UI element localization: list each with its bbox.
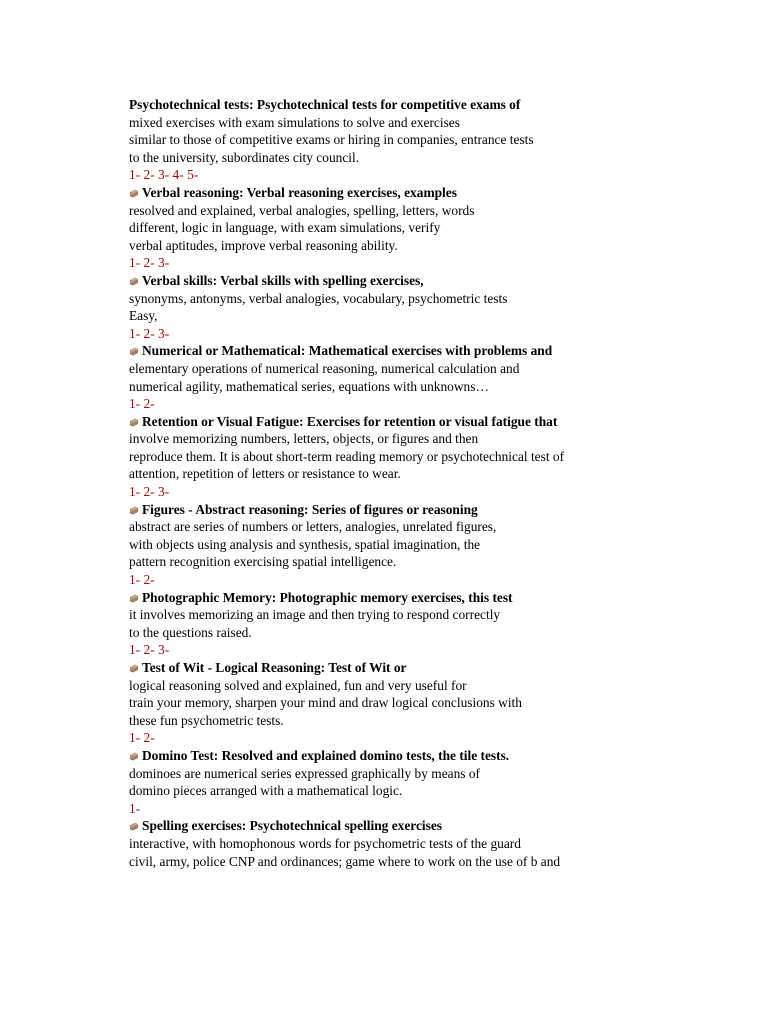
page-link-1[interactable]: 1- [129, 800, 141, 816]
section-title [129, 96, 729, 114]
page-link-3[interactable]: 3- [158, 167, 170, 183]
section-text: these fun psychometric tests. [129, 712, 284, 728]
section-text-line [129, 290, 729, 308]
section-title-text: Retention or Visual Fatigue: Exercises for retention or visual fatigue that [142, 413, 558, 429]
section-title [129, 413, 729, 431]
book-icon [129, 594, 139, 603]
section-title-text: Figures - Abstract reasoning: Series of figures or reasoning [142, 501, 478, 517]
section-text: to the questions raised. [129, 624, 252, 640]
section-title [129, 747, 729, 765]
section-text: to the university, subordinates city council. [129, 149, 360, 165]
section-title-text: Test of Wit - Logical Reasoning: Test of Wit or [142, 660, 407, 675]
section-text: numerical agility, mathematical series, equations with unknowns… [129, 378, 489, 394]
section-text-line [129, 712, 729, 730]
page-link-4[interactable]: 4- [172, 167, 184, 183]
section-9 [129, 817, 729, 870]
section-8 [129, 747, 729, 817]
section-text-line [129, 782, 729, 800]
section-text: train your memory, sharpen your mind and draw logical conclusions with [129, 695, 522, 711]
page-link-3[interactable]: 3- [158, 642, 170, 658]
page-links [129, 395, 729, 413]
section-title-text: Spelling exercises: Psychotechnical spelling exercises [142, 818, 443, 834]
section-text-line [129, 606, 729, 624]
section-text-line [129, 694, 729, 712]
section-title [129, 817, 729, 835]
section-text-line [129, 430, 729, 448]
section-text: pattern recognition exercising spatial intelligence. [129, 554, 397, 570]
section-title [129, 501, 729, 519]
page-links [129, 800, 729, 818]
page-link-3[interactable]: 3- [158, 255, 170, 271]
page-link-3[interactable]: 3- [158, 325, 170, 341]
section-text-line [129, 360, 729, 378]
book-icon [129, 277, 139, 286]
section-text: involve memorizing numbers, letters, objects, or figures and then [129, 431, 479, 447]
page-link-2[interactable]: 2- [143, 642, 155, 658]
section-text-line [129, 131, 729, 149]
section-text-line [129, 149, 729, 167]
section-5 [129, 501, 729, 589]
section-text: similar to those of competitive exams or hiring in companies, entrance tests [129, 132, 534, 148]
section-2 [129, 272, 729, 342]
section-text: mixed exercises with exam simulations to solve and exercises [129, 114, 460, 130]
book-icon [129, 664, 139, 673]
section-text: abstract are series of numbers or letters, analogies, unrelated figures, [129, 519, 497, 535]
page-links [129, 166, 729, 184]
book-icon [129, 506, 139, 515]
section-4 [129, 413, 729, 501]
page-link-3[interactable]: 3- [158, 484, 170, 500]
page-links [129, 571, 729, 589]
section-text-line [129, 114, 729, 132]
page-link-1[interactable]: 1- [129, 572, 141, 588]
section-text: Easy, [129, 308, 158, 324]
section-text-line [129, 202, 729, 220]
page-link-2[interactable]: 2- [143, 396, 155, 412]
section-text: dominoes are numerical series expressed graphically by means of [129, 765, 481, 781]
page-link-5[interactable]: 5- [187, 167, 199, 183]
section-text-line [129, 307, 729, 325]
section-text: interactive, with homophonous words for psychometric tests of the guard [129, 835, 521, 851]
page-link-1[interactable]: 1- [129, 484, 141, 500]
page-link-1[interactable]: 1- [129, 167, 141, 183]
section-title [129, 342, 729, 360]
section-0 [129, 96, 729, 184]
section-text-line [129, 835, 729, 853]
page-links [129, 325, 729, 343]
section-3 [129, 342, 729, 412]
section-text-line [129, 765, 729, 783]
section-title-text: Domino Test: Resolved and explained domino tests, the tile tests. [142, 747, 510, 763]
section-title [129, 659, 729, 677]
section-title-text: Verbal reasoning: Verbal reasoning exercises, examples [142, 184, 457, 200]
page-link-1[interactable]: 1- [129, 325, 141, 341]
section-text: attention, repetition of letters or resistance to wear. [129, 466, 401, 482]
section-text: domino pieces arranged with a mathematical logic. [129, 783, 403, 799]
page-link-2[interactable]: 2- [143, 255, 155, 271]
page-links [129, 254, 729, 272]
section-text: logical reasoning solved and explained, fun and very useful for [129, 677, 467, 693]
section-text-line [129, 237, 729, 255]
page-link-1[interactable]: 1- [129, 642, 141, 658]
section-text: different, logic in language, with exam simulations, verify [129, 220, 441, 236]
section-title [129, 272, 729, 290]
page-links [129, 483, 729, 501]
section-6 [129, 589, 729, 659]
section-text-line [129, 853, 729, 871]
section-text-line [129, 378, 729, 396]
section-title-text: Numerical or Mathematical: Mathematical exercises with problems and [142, 343, 553, 359]
page-link-1[interactable]: 1- [129, 396, 141, 412]
section-text-line [129, 465, 729, 483]
book-icon [129, 347, 139, 356]
section-title [129, 184, 729, 202]
page-links [129, 729, 729, 747]
section-text-line [129, 624, 729, 642]
section-text: civil, army, police CNP and ordinances; game where to work on the use of b and [129, 853, 561, 869]
section-title [129, 589, 729, 607]
section-text: resolved and explained, verbal analogies, spelling, letters, words [129, 202, 475, 218]
book-icon [129, 189, 139, 198]
section-text: reproduce them. It is about short-term reading memory or psychotechnical test of [129, 448, 565, 464]
section-text: with objects using analysis and synthesis, spatial imagination, the [129, 536, 481, 552]
page-link-1[interactable]: 1- [129, 730, 141, 746]
book-icon [129, 752, 139, 761]
section-title-text: Photographic Memory: Photographic memory exercises, this test [142, 589, 513, 605]
page-link-2[interactable]: 2- [143, 484, 155, 500]
section-text-line [129, 219, 729, 237]
section-7 [129, 659, 729, 747]
section-text-line [129, 518, 729, 536]
book-icon [129, 418, 139, 427]
section-text-line [129, 553, 729, 571]
book-icon [129, 822, 139, 831]
section-text-line [129, 448, 729, 466]
document-body [129, 96, 729, 870]
page-link-2[interactable]: 2- [143, 167, 155, 183]
page-link-2[interactable]: 2- [143, 730, 155, 746]
section-title-text: Verbal skills: Verbal skills with spelling exercises, [142, 272, 424, 288]
page-link-1[interactable]: 1- [129, 255, 141, 271]
section-text: verbal aptitudes, improve verbal reasoning ability. [129, 237, 398, 253]
page-link-2[interactable]: 2- [143, 572, 155, 588]
section-title-text: Psychotechnical tests: Psychotechnical tests for competitive exams of [129, 97, 521, 112]
section-text: elementary operations of numerical reasoning, numerical calculation and [129, 360, 520, 376]
page-link-2[interactable]: 2- [143, 325, 155, 341]
section-text: synonyms, antonyms, verbal analogies, vocabulary, psychometric tests [129, 290, 508, 306]
section-text: it involves memorizing an image and then trying to respond correctly [129, 607, 501, 623]
section-1 [129, 184, 729, 272]
section-text-line [129, 536, 729, 554]
section-text-line [129, 677, 729, 695]
page-links [129, 641, 729, 659]
